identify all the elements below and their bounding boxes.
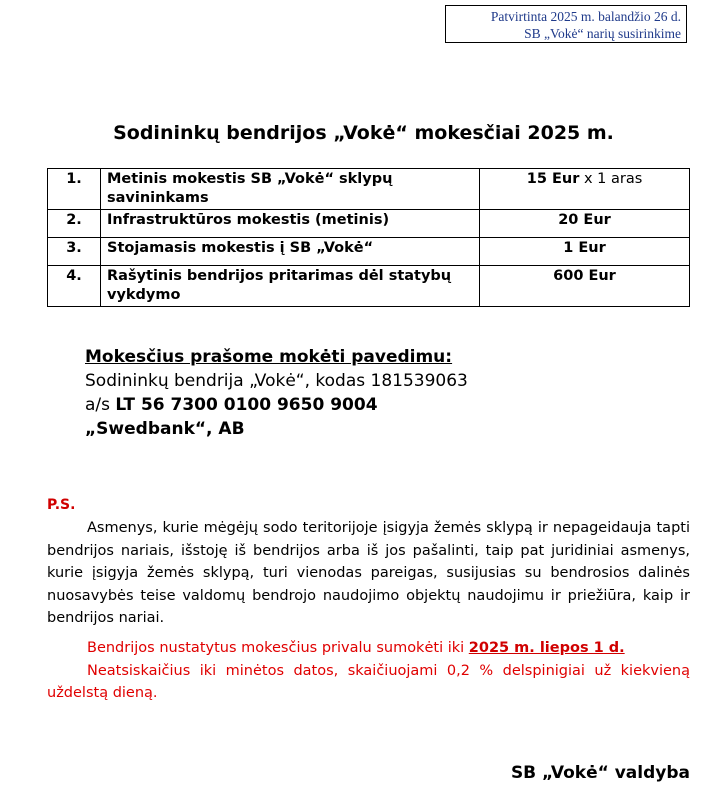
fee-amount: 20 Eur (558, 212, 611, 228)
fee-amount-cell (480, 169, 690, 210)
ps-text: Asmenys, kurie mėgėjų sodo teritorijoje įsigyja žemės sklypą ir nepageidauja tapti bendrijos nariais, išstoję iš bendrijos arba iš jos pašalinti, taip pat juridiniai asmenys, kurie įsigyja žemės sklypą, turi vienodas pareigas, susijusias su bendrosios dalinės nuosavybės teise valdomų bendrojo naudojimo objektų naudojimu ir priežiūra, kaip ir bendrijos nariai. (47, 520, 690, 626)
signature: SB „Vokė“ valdyba (510, 763, 690, 783)
postscript (47, 495, 690, 630)
deadline-date: 2025 m. liepos 1 d. (468, 640, 625, 656)
fee-name: Metinis mokestis SB „Vokė“ sklypų savininkams (101, 169, 480, 210)
fee-amount-cell (480, 238, 690, 266)
fee-name: Infrastruktūros mokestis (metinis) (101, 210, 480, 238)
approval-stamp (445, 5, 687, 43)
payment-recipient: Sodininkų bendrija „Vokė“, kodas 181539063 (85, 371, 468, 391)
table-row (48, 238, 690, 266)
fees-table (47, 168, 690, 307)
payment-heading: Mokesčius prašome mokėti pavedimu: (85, 347, 453, 367)
payment-account-line (85, 393, 468, 417)
fee-name: Stojamasis mokestis į SB „Vokė“ (101, 238, 480, 266)
fee-unit: x 1 aras (579, 171, 643, 187)
row-number: 2. (48, 210, 101, 238)
approval-line-2: SB „Vokė“ narių susirinkime (524, 26, 681, 41)
approval-line-1: Patvirtinta 2025 m. balandžio 26 d. (490, 9, 681, 24)
table-row (48, 210, 690, 238)
bank-name: „Swedbank“, AB (85, 419, 245, 439)
document-title: Sodininkų bendrijos „Vokė“ mokesčiai 2025 m. (113, 122, 614, 144)
payment-deadline-notice (47, 637, 690, 705)
account-prefix: a/s (85, 395, 116, 415)
penalty-text: Neatsiskaičius iki minėtos datos, skaičiuojami 0,2 % delspinigiai už kiekvieną uždelstą dieną. (47, 662, 690, 701)
payment-details (85, 345, 468, 441)
deadline-line (47, 637, 690, 660)
row-number: 4. (48, 266, 101, 307)
deadline-prefix: Bendrijos nustatytus mokesčius privalu sumokėti iki (87, 640, 469, 656)
fee-amount: 1 Eur (563, 240, 606, 256)
bank-account-number: LT 56 7300 0100 9650 9004 (115, 395, 378, 415)
fee-amount: 15 Eur (526, 171, 580, 187)
fee-amount-cell (480, 266, 690, 307)
fee-amount-cell (480, 210, 690, 238)
table-row (48, 169, 690, 210)
fee-name: Rašytinis bendrijos pritarimas dėl statybų vykdymo (101, 266, 480, 307)
table-row (48, 266, 690, 307)
row-number: 3. (48, 238, 101, 266)
row-number: 1. (48, 169, 101, 210)
ps-label: P.S. (47, 497, 76, 513)
fee-amount: 600 Eur (553, 268, 616, 284)
